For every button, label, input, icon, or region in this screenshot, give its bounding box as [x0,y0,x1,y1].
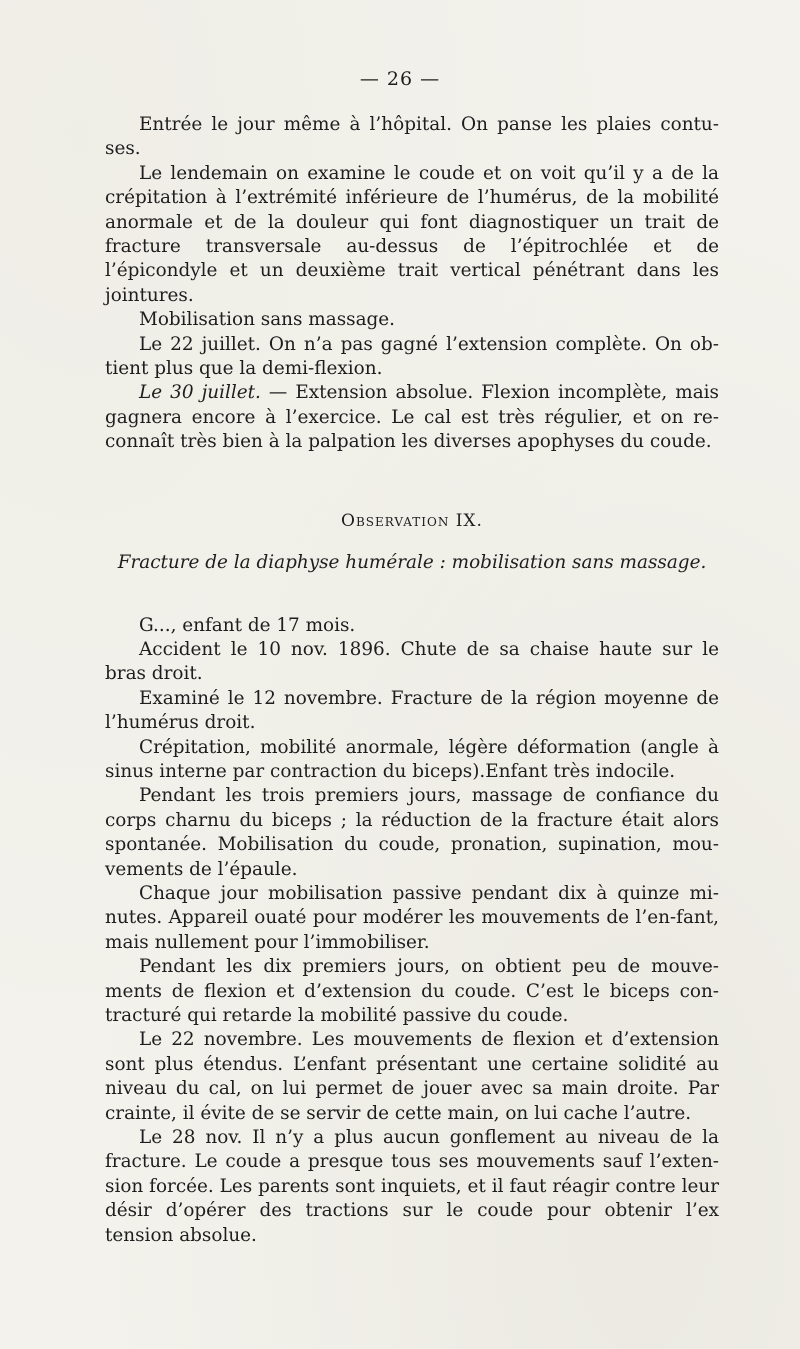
paragraph-date: Le 30 juillet. [139,382,261,404]
page-number: — 26 — [359,68,441,90]
paragraph-body: — Extension absolue. Flexion incomplète, mais gagnera encore à l’exercice. Le cal est très régulier, et on re-connaît très bien à la palpation les diverses apophyses du coude. [105,382,719,453]
paragraph: Chaque jour mobilisation passive pendant dix à quinze mi-nutes. Appareil ouaté pour modérer les mouvements de l’en-fant, mais nullement pour l’immobiliser. [105,882,719,953]
paragraph: Mobilisation sans massage. [139,309,396,331]
paragraph: Le 22 novembre. Les mouvements de flexion et d’extension sont plus étendus. L’enfant présentant une certaine solidité au niveau du cal, on lui permet de jouer avec sa main droite. Par crainte, il évite de se servir de cette main, on lui cache l’autre. [105,1029,719,1124]
observation-body [105,614,719,1249]
paragraph: Accident le 10 nov. 1896. Chute de sa chaise haute sur le bras droit. [105,638,719,685]
paragraph: Le 28 nov. Il n’y a plus aucun gonflement au niveau de la fracture. Le coude a presque tous ses mouvements sauf l’exten-sion forcée. Les parents sont inquiets, et il faut réagir contre leur désir d’opérer des tractions sur le coude pour obtenir l’ex tension absolue. [105,1127,719,1246]
paragraph: G..., enfant de 17 mois. [139,614,356,636]
paragraph: Le lendemain on examine le coude et on voit qu’il y a de la crépitation à l’extrémité inférieure de l’humérus, de la mobilité anormale et de la douleur qui font diagnostiquer un trait de fracture transversale au-dessus de l’épitrochlée et de l’épicondyle et un deuxième trait vertical pénétrant dans les jointures. [105,162,719,306]
paragraph: Examiné le 12 novembre. Fracture de la région moyenne de l’humérus droit. [105,687,719,734]
paragraph: Entrée le jour même à l’hôpital. On panse les plaies contu-ses. [105,114,719,160]
observation-heading: Observation IX. [341,510,483,531]
observation-subtitle: Fracture de la diaphyse humérale : mobilisation sans massage. [117,552,707,574]
paragraph: Crépitation, mobilité anormale, légère déformation (angle à sinus interne par contraction du biceps).Enfant très indocile. [105,736,719,782]
paragraph [105,381,719,454]
paragraph: Le 22 juillet. On n’a pas gagné l’extension complète. On ob-tient plus que la demi-flexion. [105,333,719,380]
paragraph: Pendant les dix premiers jours, on obtient peu de mouve-ments de flexion et d’extension du coude. C’est le biceps con-tracturé qui retarde la mobilité passive du coude. [105,956,719,1026]
paragraph: Pendant les trois premiers jours, massage de confiance du corps charnu du biceps ; la réduction de la fracture était alors spontanée. Mobilisation du coude, pronation, supination, mou-vements de l’épaule. [105,785,719,880]
page-text [105,113,719,1248]
